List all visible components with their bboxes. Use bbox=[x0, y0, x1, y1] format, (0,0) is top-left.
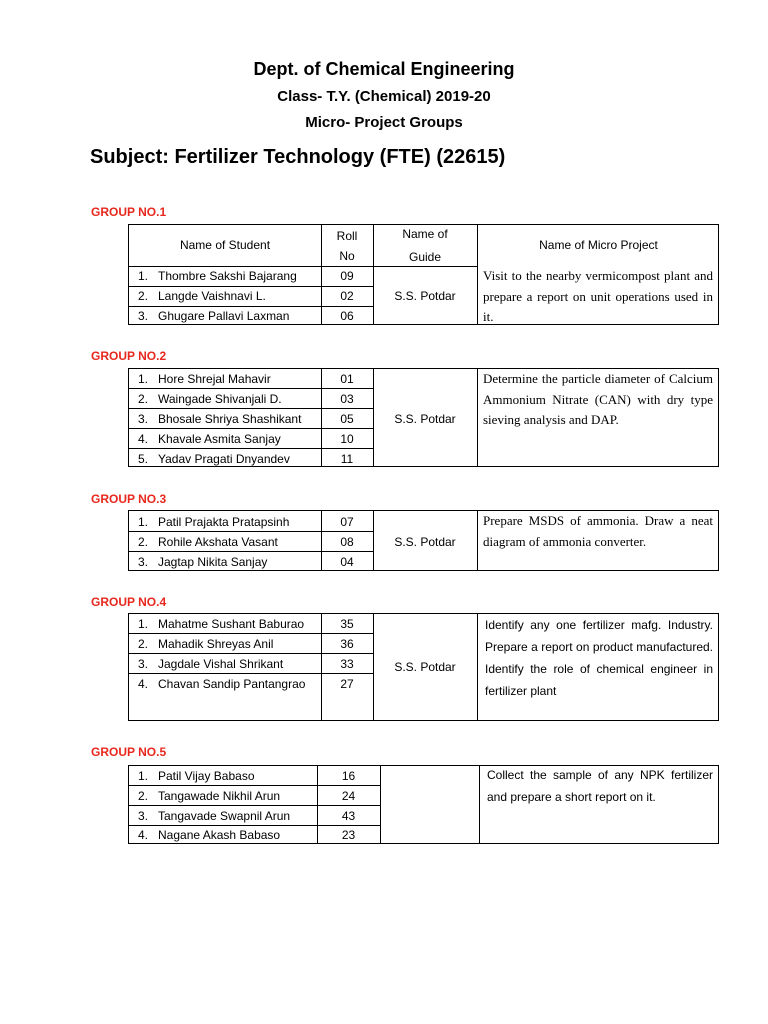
student-name: Tangawade Nikhil Arun bbox=[158, 789, 281, 803]
row-number: 3. bbox=[138, 657, 149, 671]
row-number: 2. bbox=[138, 789, 149, 803]
row-number: 5. bbox=[138, 452, 149, 466]
row-number: 4. bbox=[138, 432, 149, 446]
roll-number: 04 bbox=[340, 555, 354, 569]
student-name: Yadav Pragati Dnyandev bbox=[158, 452, 290, 466]
roll-number: 35 bbox=[340, 617, 354, 631]
row-number: 1. bbox=[138, 372, 149, 386]
project-description: Visit to the nearby vermicompost plant and prepare a report on unit operations used in it. bbox=[483, 268, 713, 324]
table-row bbox=[138, 617, 304, 631]
student-name: Rohile Akshata Vasant bbox=[158, 535, 278, 549]
project-description: Collect the sample of any NPK fertilizer and prepare a short report on it. bbox=[487, 768, 713, 804]
table-row bbox=[138, 809, 290, 823]
roll-number: 36 bbox=[340, 637, 354, 651]
student-name: Thombre Sakshi Bajarang bbox=[158, 269, 297, 283]
table-row bbox=[138, 515, 289, 529]
guide-name: S.S. Potdar bbox=[394, 535, 456, 549]
group-table-5 bbox=[128, 765, 719, 844]
row-number: 2. bbox=[138, 637, 149, 651]
roll-number: 01 bbox=[340, 372, 354, 386]
table-row bbox=[138, 828, 280, 842]
project-description: Determine the particle diameter of Calcium Ammonium Nitrate (CAN) with dry type sieving analysis and DAP. bbox=[483, 371, 713, 427]
table-row bbox=[138, 769, 255, 783]
roll-number: 09 bbox=[340, 269, 354, 283]
header-student-name: Name of Student bbox=[179, 238, 271, 252]
table-row bbox=[138, 432, 281, 446]
group-table-2 bbox=[128, 368, 719, 467]
student-name: Hore Shrejal Mahavir bbox=[158, 372, 271, 386]
table-row bbox=[138, 372, 271, 386]
table-row bbox=[138, 452, 290, 466]
student-name: Chavan Sandip Pantangrao bbox=[158, 677, 306, 691]
header-guide: Name of bbox=[402, 227, 448, 241]
group-label-4: GROUP NO.4 bbox=[91, 595, 167, 609]
project-description: Prepare MSDS of ammonia. Draw a neat diagram of ammonia converter. bbox=[483, 513, 713, 549]
student-name: Waingade Shivanjali D. bbox=[158, 392, 282, 406]
table-row bbox=[138, 269, 297, 283]
row-number: 3. bbox=[138, 309, 149, 323]
row-number: 1. bbox=[138, 515, 149, 529]
student-name: Jagtap Nikita Sanjay bbox=[158, 555, 268, 569]
roll-number: 03 bbox=[340, 392, 354, 406]
student-name: Patil Vijay Babaso bbox=[158, 769, 255, 783]
row-number: 3. bbox=[138, 555, 149, 569]
roll-number: 16 bbox=[341, 769, 356, 783]
row-number: 1. bbox=[138, 769, 149, 783]
roll-number: 33 bbox=[340, 657, 354, 671]
student-name: Tangavade Swapnil Arun bbox=[158, 809, 291, 823]
row-number: 2. bbox=[138, 535, 149, 549]
class-title: Class- T.Y. (Chemical) 2019-20 bbox=[277, 88, 491, 105]
roll-number: 10 bbox=[340, 432, 354, 446]
roll-number: 08 bbox=[340, 535, 354, 549]
table-row bbox=[138, 289, 266, 303]
roll-number: 43 bbox=[341, 809, 356, 823]
groups-title: Micro- Project Groups bbox=[305, 114, 463, 131]
student-name: Patil Prajakta Pratapsinh bbox=[158, 515, 290, 529]
student-name: Khavale Asmita Sanjay bbox=[158, 432, 281, 446]
roll-number: 24 bbox=[341, 789, 356, 803]
header-guide-2: Guide bbox=[408, 250, 442, 264]
table-row bbox=[138, 535, 278, 549]
student-name: Bhosale Shriya Shashikant bbox=[158, 412, 302, 426]
table-row bbox=[138, 637, 273, 651]
row-number: 1. bbox=[138, 269, 149, 283]
row-number: 4. bbox=[138, 677, 149, 691]
table-row bbox=[138, 392, 282, 406]
header-roll: Roll bbox=[336, 229, 358, 243]
roll-number: 23 bbox=[341, 828, 356, 842]
student-name: Mahadik Shreyas Anil bbox=[158, 637, 274, 651]
group-table-1 bbox=[128, 224, 719, 325]
guide-name: S.S. Potdar bbox=[394, 660, 456, 674]
group-label-3: GROUP NO.3 bbox=[91, 492, 167, 506]
table-row bbox=[138, 309, 289, 323]
department-title: Dept. of Chemical Engineering bbox=[253, 59, 515, 79]
group-table-4 bbox=[128, 613, 719, 721]
student-name: Mahatme Sushant Baburao bbox=[158, 617, 305, 631]
row-number: 1. bbox=[138, 617, 149, 631]
roll-number: 27 bbox=[340, 677, 354, 691]
guide-name: S.S. Potdar bbox=[394, 412, 456, 426]
table-row bbox=[138, 412, 301, 426]
project-description: Identify any one fertilizer mafg. Industry. Prepare a report on product manufactured. Identify the role of chemical engineer in fertilizer plant bbox=[485, 618, 713, 698]
header-project: Name of Micro Project bbox=[539, 238, 658, 252]
row-number: 2. bbox=[138, 289, 149, 303]
table-row bbox=[138, 677, 305, 691]
roll-number: 05 bbox=[340, 412, 354, 426]
student-name: Jagdale Vishal Shrikant bbox=[158, 657, 284, 671]
header-roll-no: No bbox=[339, 249, 355, 263]
group-label-1: GROUP NO.1 bbox=[91, 205, 167, 219]
group-table-3 bbox=[128, 510, 719, 571]
roll-number: 11 bbox=[340, 452, 354, 466]
roll-number: 06 bbox=[340, 309, 354, 323]
group-label-2: GROUP NO.2 bbox=[91, 349, 167, 363]
student-name: Nagane Akash Babaso bbox=[158, 828, 281, 842]
row-number: 2. bbox=[138, 392, 149, 406]
row-number: 4. bbox=[138, 828, 149, 842]
table-row bbox=[138, 555, 267, 569]
row-number: 3. bbox=[138, 809, 149, 823]
group-label-5: GROUP NO.5 bbox=[91, 745, 167, 759]
student-name: Ghugare Pallavi Laxman bbox=[158, 309, 290, 323]
subject-title: Subject: Fertilizer Technology (FTE) (22615) bbox=[90, 146, 506, 168]
row-number: 3. bbox=[138, 412, 149, 426]
student-name: Langde Vaishnavi L. bbox=[158, 289, 266, 303]
roll-number: 02 bbox=[340, 289, 354, 303]
roll-number: 07 bbox=[340, 515, 354, 529]
table-row bbox=[138, 657, 283, 671]
guide-name: S.S. Potdar bbox=[394, 289, 456, 303]
table-row bbox=[138, 789, 280, 803]
